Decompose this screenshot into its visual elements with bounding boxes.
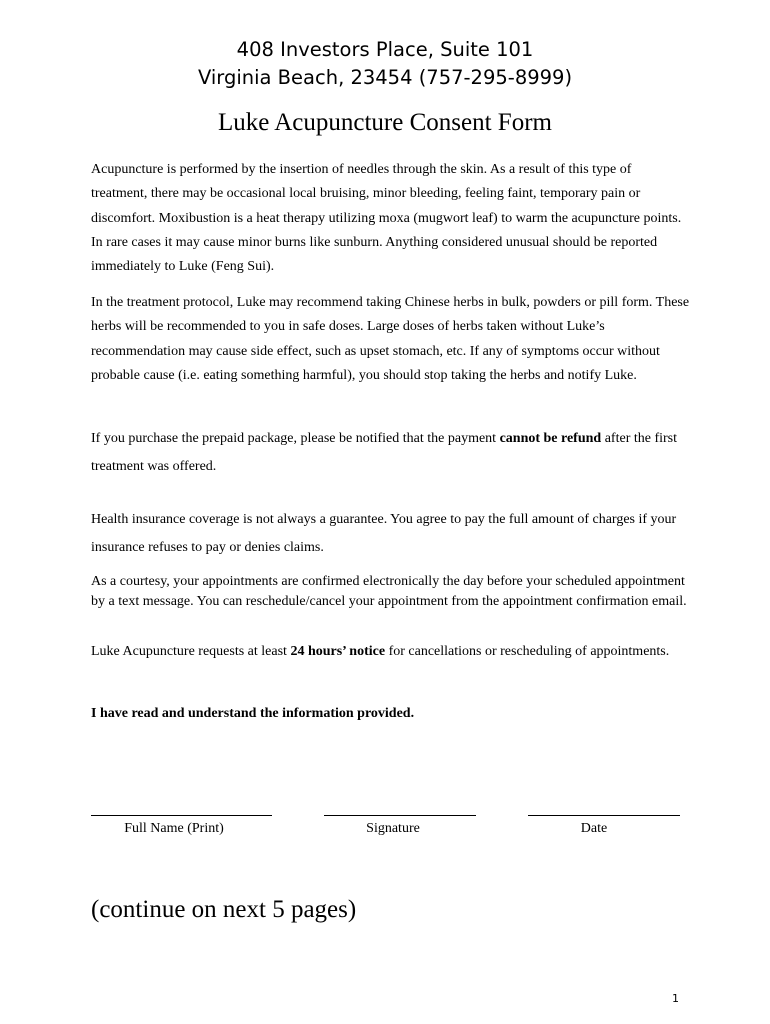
signature-line[interactable] bbox=[324, 815, 476, 816]
paragraph-cancellation bbox=[91, 638, 691, 666]
acknowledgement: I have read and understand the information provided. bbox=[91, 706, 415, 721]
paragraph-acupuncture: Acupuncture is performed by the insertion of needles through the skin. As a result of this type of treatment, there may be occasional local bruising, minor bleeding, feeling faint, temporary pain or discomfort. Moxibustion is a heat therapy utilizing moxa (mugwort leaf) to warm the acupuncture points. In rare cases it may cause minor burns like sunburn. Anything considered unusual should be reported immediately to Luke (Feng Sui). bbox=[91, 162, 682, 275]
paragraph-prepaid bbox=[91, 425, 691, 480]
continue-note: (continue on next 5 pages) bbox=[91, 896, 357, 923]
prepaid-no-refund: cannot be refund bbox=[499, 431, 602, 446]
full-name-label: Full Name (Print) bbox=[124, 821, 224, 836]
cancellation-notice: 24 hours’ notice bbox=[290, 644, 386, 659]
date-label: Date bbox=[580, 821, 608, 836]
address-line-1: 408 Investors Place, Suite 101 bbox=[236, 38, 534, 61]
signature-label: Signature bbox=[366, 821, 420, 836]
prepaid-text-end: after the first treatment was offered. bbox=[91, 431, 678, 474]
page-title: Luke Acupuncture Consent Form bbox=[218, 109, 552, 136]
full-name-line[interactable] bbox=[91, 815, 272, 816]
paragraph-courtesy: As a courtesy, your appointments are confirmed electronically the day before your scheduled appointment by a text message. You can reschedule/cancel your appointment from the appointment confirmation email. bbox=[91, 574, 687, 609]
cancellation-text-end: for cancellations or rescheduling of appointments. bbox=[385, 644, 670, 659]
paragraph-herbs: In the treatment protocol, Luke may recommend taking Chinese herbs in bulk, powders or pill form. These herbs will be recommended to you in safe doses. Large doses of herbs taken without Luke’s recommendation may cause side effect, such as upset stomach, etc. If any of symptoms occur without probable cause (i.e. eating something harmful), you should stop taking the herbs and notify Luke. bbox=[91, 295, 690, 383]
prepaid-text-start: If you purchase the prepaid package, please be notified that the payment bbox=[91, 431, 500, 446]
paragraph-insurance: Health insurance coverage is not always a guarantee. You agree to pay the full amount of charges if your insurance refuses to pay or denies claims. bbox=[91, 512, 677, 555]
cancellation-text-start: Luke Acupuncture requests at least bbox=[91, 644, 291, 659]
address-line-2: Virginia Beach, 23454 (757-295-8999) bbox=[197, 66, 573, 89]
date-line[interactable] bbox=[528, 815, 680, 816]
page-number: 1 bbox=[672, 992, 679, 1005]
